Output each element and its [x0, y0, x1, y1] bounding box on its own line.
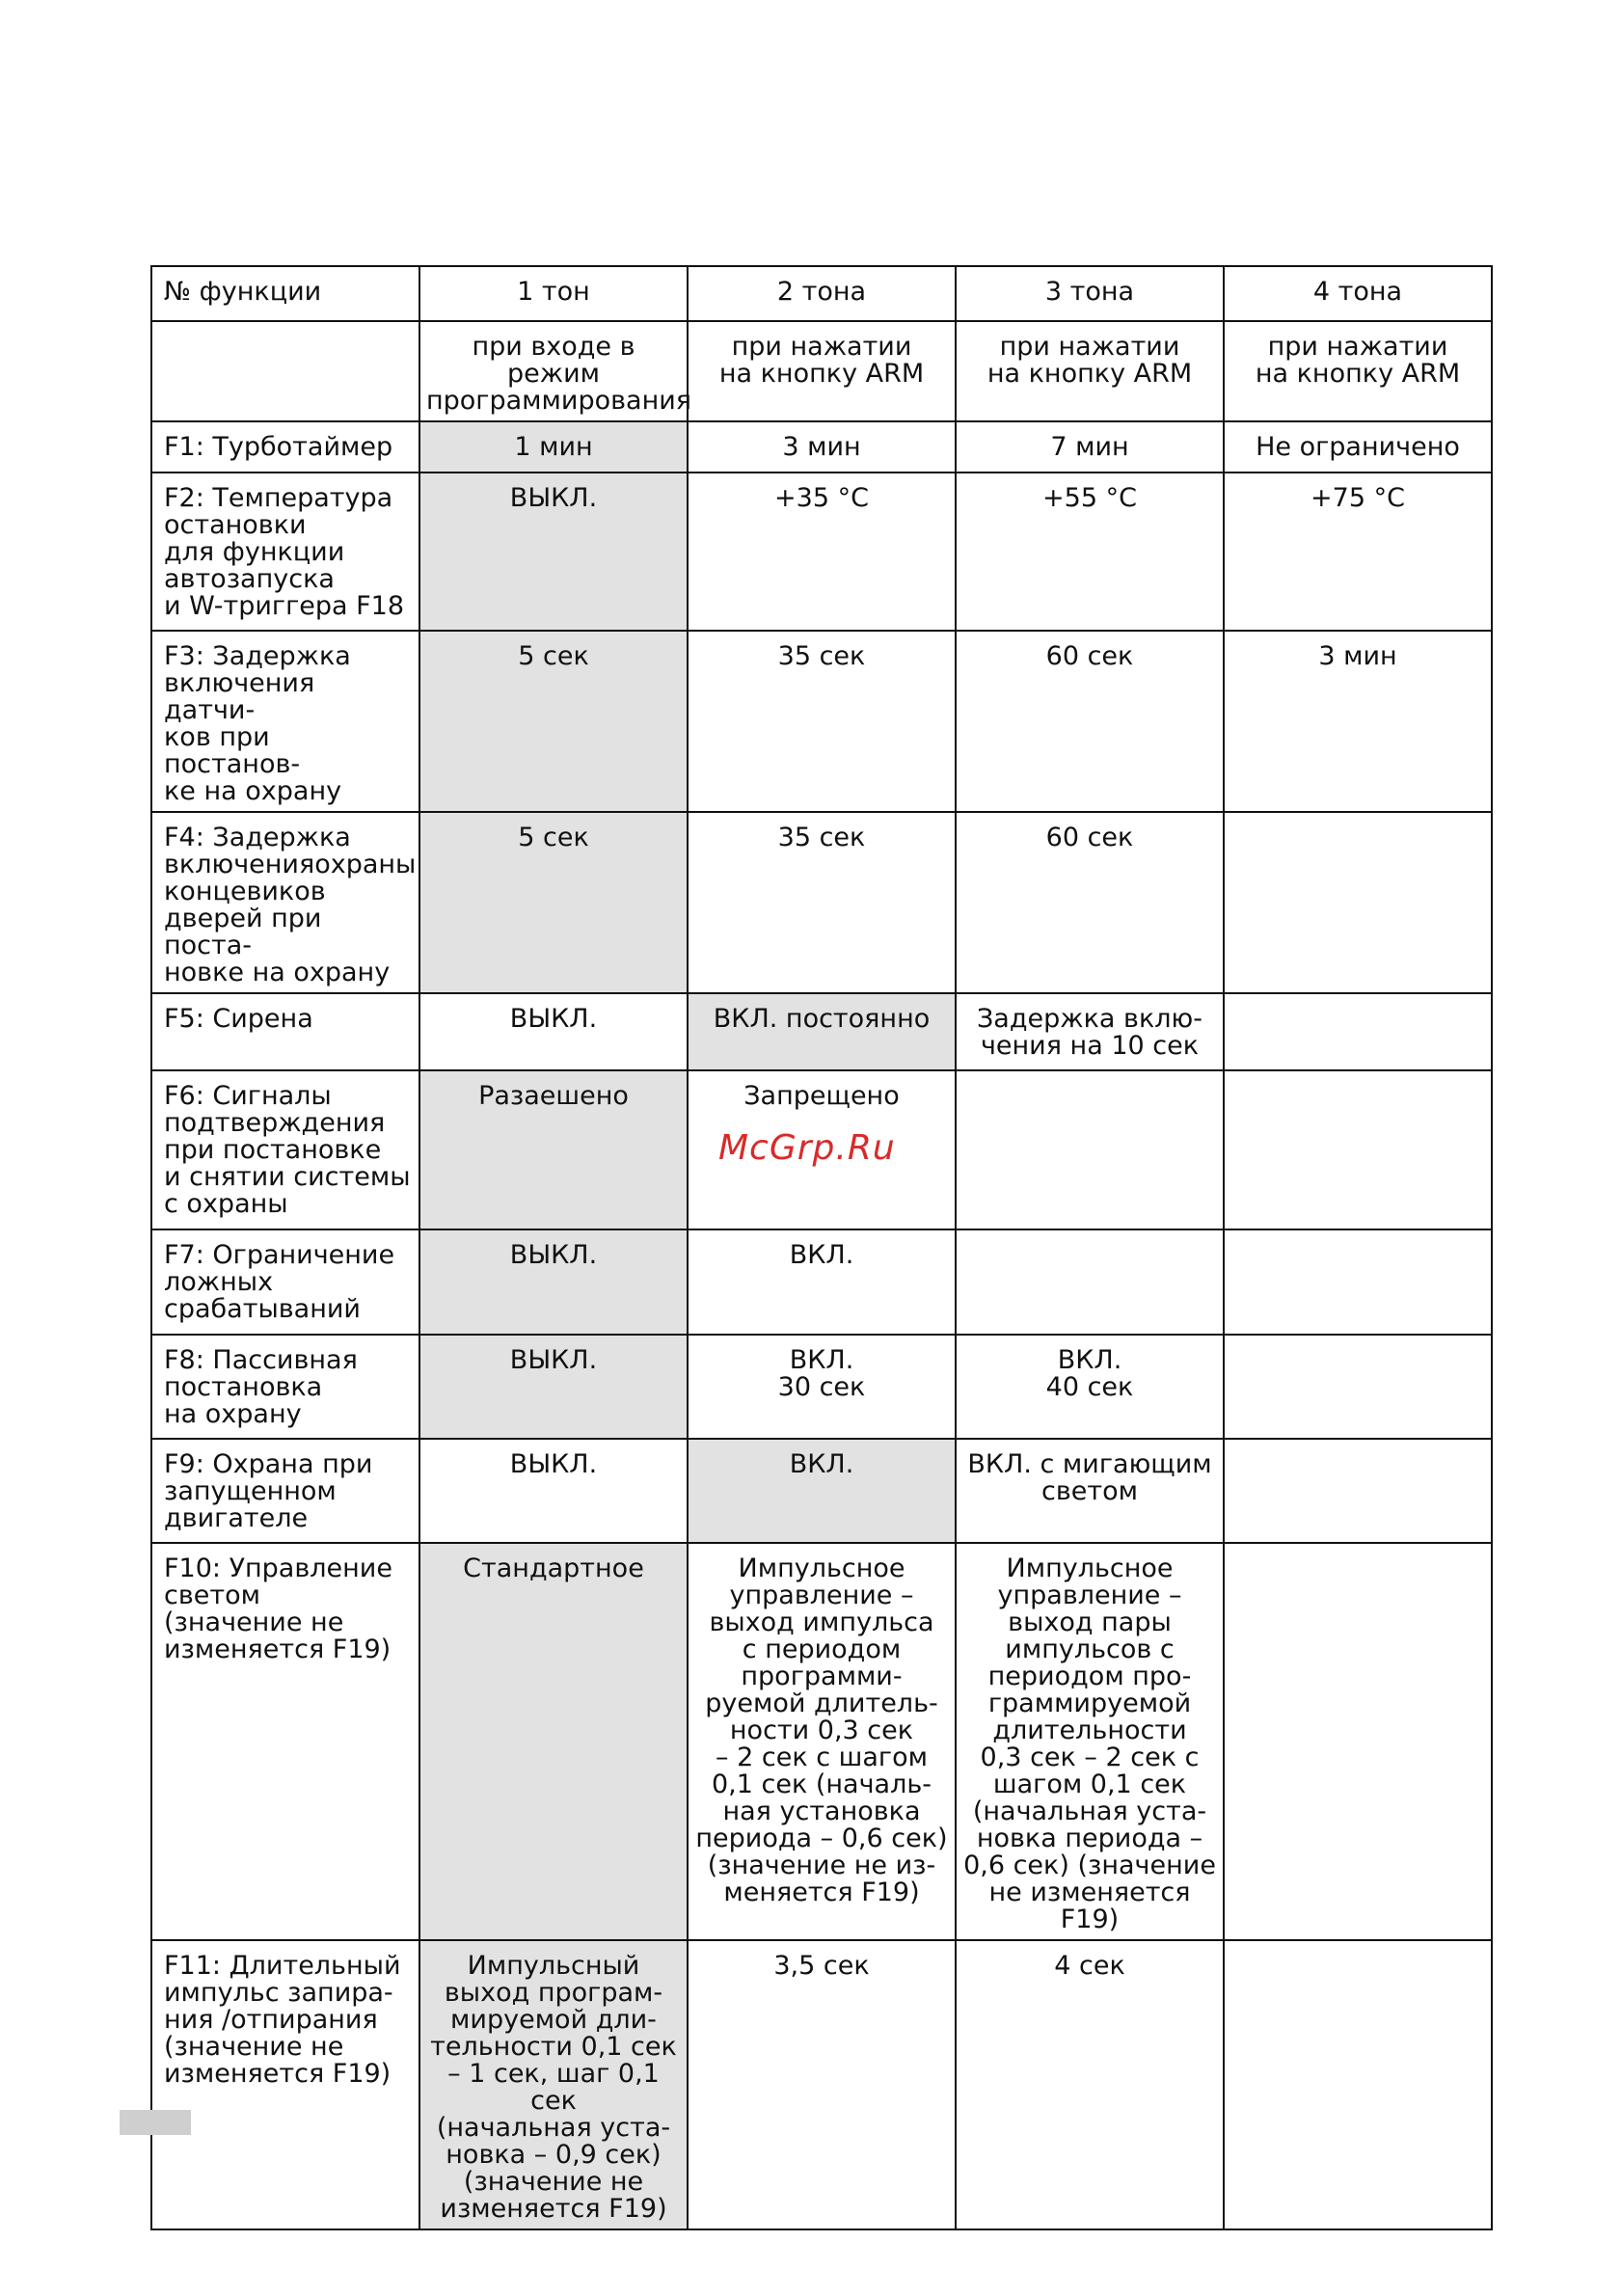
page-number-tab: [120, 2110, 191, 2135]
function-name: F1: Турботаймер: [151, 421, 419, 473]
tone-3-value: Задержка вклю- чения на 10 сек: [956, 993, 1224, 1070]
tone-4-value: [1224, 1229, 1492, 1335]
table-row-f7: [151, 1229, 1492, 1335]
tone-2-value: ВКЛ.: [688, 1229, 956, 1335]
table-row-f2: [151, 473, 1492, 631]
function-name: F7: Ограничение ложных срабатываний: [151, 1229, 419, 1335]
tone-2-value: +35 °С: [688, 473, 956, 631]
function-name: F5: Сирена: [151, 993, 419, 1070]
tone-3-value: ВКЛ. 40 сек: [956, 1335, 1224, 1439]
function-name: F11: Длительный импульс запира- ния /отпирания (значение не изменяется F19): [151, 1940, 419, 2229]
function-name: F2: Температура остановки для функции автозапуска и W-триггера F18: [151, 473, 419, 631]
tone-2-value: 35 сек: [688, 812, 956, 993]
function-name: F10: Управление светом (значение не изменяется F19): [151, 1543, 419, 1940]
table-row-f8: [151, 1335, 1492, 1439]
function-name: F6: Сигналы подтверждения при постановке и снятии системы с охраны: [151, 1070, 419, 1229]
tone-1-value: ВЫКЛ.: [419, 1439, 688, 1543]
table-row-f1: [151, 421, 1492, 473]
tone-3-value: 7 мин: [956, 421, 1224, 473]
function-name: F3: Задержка включения датчи- ков при постанов- ке на охрану: [151, 631, 419, 812]
tone-1-value: Стандартное: [419, 1543, 688, 1940]
tone-3-value: [956, 1229, 1224, 1335]
header-tone-1: 1 тон: [419, 266, 688, 321]
subheader-tone-1: при входе в режим программирования: [419, 321, 688, 421]
tone-3-value: 4 сек: [956, 1940, 1224, 2229]
tone-4-value: [1224, 993, 1492, 1070]
table-row-f9: [151, 1439, 1492, 1543]
watermark: McGrp.Ru: [718, 1128, 896, 1168]
subheader-row: [151, 321, 1492, 421]
tone-1-value: 5 сек: [419, 631, 688, 812]
table-row-f4: [151, 812, 1492, 993]
tone-3-value: +55 °С: [956, 473, 1224, 631]
function-name: F8: Пассивная постановка на охрану: [151, 1335, 419, 1439]
tone-4-value: [1224, 1335, 1492, 1439]
function-name: F9: Охрана при запущенном двигателе: [151, 1439, 419, 1543]
tone-1-value: ВЫКЛ.: [419, 993, 688, 1070]
header-tone-4: 4 тона: [1224, 266, 1492, 321]
tone-2-value: ВКЛ. постоянно: [688, 993, 956, 1070]
tone-3-value: ВКЛ. с мигающим светом: [956, 1439, 1224, 1543]
tone-1-value: ВЫКЛ.: [419, 1229, 688, 1335]
tone-4-value: [1224, 1543, 1492, 1940]
tone-2-value: Импульсное управление – выход импульса с периодом программи- руемой длитель- ности 0,3 сек – 2 сек с шагом 0,1 сек (началь- ная установка периода – 0,6 сек) (значение не из- меняется F19): [688, 1543, 956, 1940]
table-row-f11: [151, 1940, 1492, 2229]
header-tone-2: 2 тона: [688, 266, 956, 321]
header-function-number: № функции: [151, 266, 419, 321]
tone-2-value: ВКЛ. 30 сек: [688, 1335, 956, 1439]
tone-2-value: 35 сек: [688, 631, 956, 812]
tone-4-value: +75 °С: [1224, 473, 1492, 631]
tone-4-value: [1224, 1439, 1492, 1543]
table-row-f10: [151, 1543, 1492, 1940]
subheader-tone-4: при нажатии на кнопку ARM: [1224, 321, 1492, 421]
tone-1-value: 1 мин: [419, 421, 688, 473]
tone-2-value: 3,5 сек: [688, 1940, 956, 2229]
header-tone-3: 3 тона: [956, 266, 1224, 321]
tone-3-value: 60 сек: [956, 812, 1224, 993]
subheader-tone-3: при нажатии на кнопку ARM: [956, 321, 1224, 421]
tone-4-value: Не ограничено: [1224, 421, 1492, 473]
tone-3-value: [956, 1070, 1224, 1229]
tone-1-value: ВЫКЛ.: [419, 473, 688, 631]
tone-1-value: Импульсный выход програм- мируемой дли- тельности 0,1 сек – 1 сек, шаг 0,1 сек (начальная уста- новка – 0,9 сек) (значение не изменяется F19): [419, 1940, 688, 2229]
table-row-f5: [151, 993, 1492, 1070]
header-row: [151, 266, 1492, 321]
tone-1-value: ВЫКЛ.: [419, 1335, 688, 1439]
table-row-f3: [151, 631, 1492, 812]
tone-4-value: [1224, 812, 1492, 993]
tone-2-value: 3 мин: [688, 421, 956, 473]
tone-4-value: 3 мин: [1224, 631, 1492, 812]
tone-3-value: 60 сек: [956, 631, 1224, 812]
tone-1-value: 5 сек: [419, 812, 688, 993]
functions-table: [150, 265, 1493, 2230]
tone-2-value: ВКЛ.: [688, 1439, 956, 1543]
function-name: F4: Задержка включенияохраны концевиков дверей при поста- новке на охрану: [151, 812, 419, 993]
tone-4-value: [1224, 1070, 1492, 1229]
tone-4-value: [1224, 1940, 1492, 2229]
tone-1-value: Разаешено: [419, 1070, 688, 1229]
subheader-tone-2: при нажатии на кнопку ARM: [688, 321, 956, 421]
tone-3-value: Импульсное управление – выход пары импульсов с периодом про- граммируемой длительности 0,3 сек – 2 сек с шагом 0,1 сек (начальная уста- новка периода – 0,6 сек) (значение не изменяется F19): [956, 1543, 1224, 1940]
subheader-empty: [151, 321, 419, 421]
tone-2-value: Запрещено: [688, 1070, 956, 1229]
